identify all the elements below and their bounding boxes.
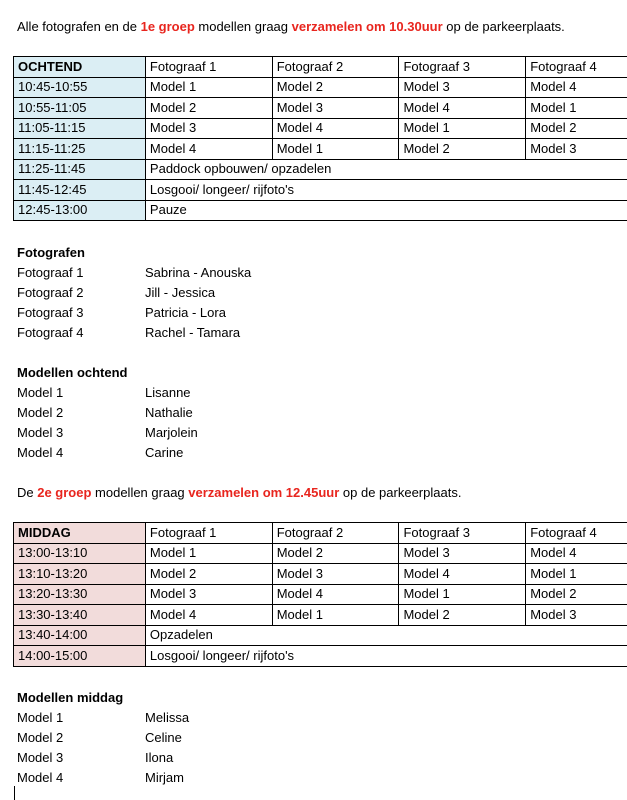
intro-text: modellen graag	[91, 485, 189, 500]
time-cell: 13:40-14:00	[14, 625, 146, 646]
table-cell: Model 3	[526, 605, 627, 626]
list-key: Model 1	[17, 710, 64, 725]
time-cell: 13:10-13:20	[14, 564, 146, 585]
list-value: Sabrina - Anouska	[145, 265, 252, 280]
gather-time-highlight: verzamelen om 10.30uur	[291, 19, 443, 34]
header-cell: MIDDAG	[14, 523, 146, 544]
activity-cell: Losgooi/ longeer/ rijfoto's	[145, 646, 627, 667]
table-row	[14, 98, 627, 119]
section-heading-photographers: Fotografen	[17, 245, 85, 260]
list-item	[17, 265, 251, 281]
table-cell: Model 3	[272, 564, 399, 585]
intro-text: op de parkeerplaats.	[442, 19, 565, 34]
table-cell: Model 4	[399, 98, 526, 119]
table-cell: Model 3	[399, 77, 526, 98]
table-cell: Model 1	[272, 605, 399, 626]
list-item	[17, 750, 173, 766]
table-cell: Model 2	[399, 605, 526, 626]
time-cell: 11:45-12:45	[14, 180, 146, 201]
list-key: Model 4	[17, 445, 64, 460]
list-item	[17, 285, 215, 301]
list-key: Model 3	[17, 750, 64, 765]
afternoon-schedule-table	[13, 522, 627, 667]
morning-schedule-table	[13, 56, 627, 221]
text-cursor	[14, 786, 15, 800]
header-cell: Fotograaf 2	[272, 523, 399, 544]
list-value: Marjolein	[145, 425, 198, 440]
table-cell: Model 1	[272, 139, 399, 160]
table-cell: Model 1	[399, 118, 526, 139]
list-item	[17, 405, 193, 421]
table-cell: Model 3	[399, 543, 526, 564]
list-key: Model 1	[17, 385, 64, 400]
list-value: Rachel - Tamara	[145, 325, 241, 340]
table-cell: Model 2	[272, 543, 399, 564]
table-cell: Model 1	[526, 98, 627, 119]
time-cell: 11:25-11:45	[14, 159, 146, 180]
activity-cell: Opzadelen	[145, 625, 627, 646]
table-row	[14, 180, 627, 201]
time-cell: 10:55-11:05	[14, 98, 146, 119]
list-item	[17, 730, 182, 746]
table-cell: Model 2	[526, 118, 627, 139]
table-row	[14, 77, 627, 98]
table-row	[14, 118, 627, 139]
group-highlight: 1e groep	[140, 19, 195, 34]
intro-text: modellen graag	[194, 19, 292, 34]
list-key: Model 4	[17, 770, 64, 785]
activity-cell: Losgooi/ longeer/ rijfoto's	[145, 180, 627, 201]
list-value: Celine	[145, 730, 182, 745]
activity-cell: Paddock opbouwen/ opzadelen	[145, 159, 627, 180]
time-cell: 13:20-13:30	[14, 584, 146, 605]
intro-text: Alle fotografen en de	[17, 19, 141, 34]
table-row	[14, 543, 627, 564]
intro-text: De	[17, 485, 38, 500]
table-cell: Model 2	[145, 98, 272, 119]
list-key: Model 2	[17, 405, 64, 420]
table-cell: Model 3	[145, 584, 272, 605]
list-key: Model 3	[17, 425, 64, 440]
table-cell: Model 3	[526, 139, 627, 160]
header-cell: Fotograaf 2	[272, 57, 399, 78]
morning-intro	[17, 19, 565, 35]
table-cell: Model 1	[145, 543, 272, 564]
list-value: Melissa	[145, 710, 190, 725]
header-cell: Fotograaf 1	[145, 523, 272, 544]
list-item	[17, 325, 240, 341]
table-row	[14, 200, 627, 221]
table-cell: Model 4	[145, 605, 272, 626]
list-value: Carine	[145, 445, 184, 460]
group-highlight: 2e groep	[37, 485, 92, 500]
time-cell: 14:00-15:00	[14, 646, 146, 667]
list-item	[17, 385, 191, 401]
list-key: Fotograaf 2	[17, 285, 84, 300]
section-heading-models-afternoon: Modellen middag	[17, 690, 124, 705]
list-value: Ilona	[145, 750, 174, 765]
table-header-row	[14, 523, 627, 544]
list-value: Lisanne	[145, 385, 191, 400]
list-value: Nathalie	[145, 405, 193, 420]
table-cell: Model 4	[272, 118, 399, 139]
table-header-row	[14, 57, 627, 78]
list-key: Fotograaf 1	[17, 265, 84, 280]
list-value: Patricia - Lora	[145, 305, 226, 320]
table-cell: Model 3	[272, 98, 399, 119]
table-cell: Model 2	[272, 77, 399, 98]
gather-time-highlight: verzamelen om 12.45uur	[188, 485, 340, 500]
table-cell: Model 4	[145, 139, 272, 160]
table-cell: Model 3	[145, 118, 272, 139]
table-row	[14, 159, 627, 180]
list-item	[17, 425, 198, 441]
table-cell: Model 1	[145, 77, 272, 98]
time-cell: 12:45-13:00	[14, 200, 146, 221]
table-cell: Model 1	[399, 584, 526, 605]
list-item	[17, 770, 184, 786]
header-cell: Fotograaf 4	[526, 57, 627, 78]
table-cell: Model 4	[399, 564, 526, 585]
table-row	[14, 625, 627, 646]
list-key: Model 2	[17, 730, 64, 745]
list-item	[17, 305, 226, 321]
table-row	[14, 139, 627, 160]
activity-cell: Pauze	[145, 200, 627, 221]
list-value: Jill - Jessica	[145, 285, 216, 300]
table-row	[14, 564, 627, 585]
table-cell: Model 2	[145, 564, 272, 585]
table-row	[14, 605, 627, 626]
header-cell: OCHTEND	[14, 57, 146, 78]
table-cell: Model 4	[526, 77, 627, 98]
list-item	[17, 445, 183, 461]
table-cell: Model 2	[399, 139, 526, 160]
table-row	[14, 646, 627, 667]
table-row	[14, 584, 627, 605]
afternoon-intro	[17, 485, 461, 501]
time-cell: 11:15-11:25	[14, 139, 146, 160]
list-value: Mirjam	[145, 770, 184, 785]
table-cell: Model 2	[526, 584, 627, 605]
intro-text: op de parkeerplaats.	[339, 485, 462, 500]
time-cell: 13:30-13:40	[14, 605, 146, 626]
time-cell: 13:00-13:10	[14, 543, 146, 564]
list-key: Fotograaf 4	[17, 325, 84, 340]
header-cell: Fotograaf 3	[399, 523, 526, 544]
table-cell: Model 4	[526, 543, 627, 564]
table-cell: Model 1	[526, 564, 627, 585]
table-cell: Model 4	[272, 584, 399, 605]
section-heading-models-morning: Modellen ochtend	[17, 365, 128, 380]
header-cell: Fotograaf 1	[145, 57, 272, 78]
header-cell: Fotograaf 4	[526, 523, 627, 544]
time-cell: 10:45-10:55	[14, 77, 146, 98]
time-cell: 11:05-11:15	[14, 118, 146, 139]
list-key: Fotograaf 3	[17, 305, 84, 320]
list-item	[17, 710, 189, 726]
header-cell: Fotograaf 3	[399, 57, 526, 78]
